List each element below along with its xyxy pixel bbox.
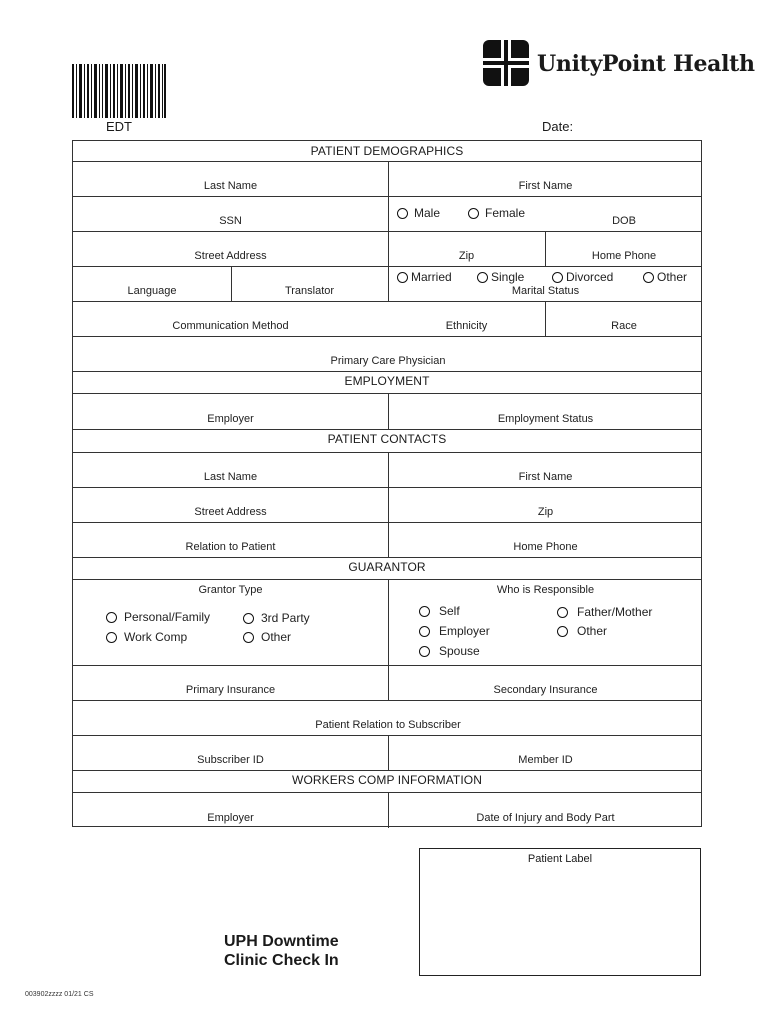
work-comp-radio[interactable] xyxy=(106,632,117,643)
female-option[interactable]: Female xyxy=(468,206,525,220)
translator-label: Translator xyxy=(284,285,335,297)
grantor-type-label: Grantor Type xyxy=(198,584,263,596)
personal-family-option[interactable]: Personal/Family xyxy=(106,610,210,624)
section-guarantor: GUARANTOR xyxy=(348,560,426,574)
zip-label: Zip xyxy=(458,250,475,262)
barcode xyxy=(72,64,166,118)
brand-name: UnityPoint Health xyxy=(537,51,755,77)
divorced-radio[interactable] xyxy=(552,272,563,283)
employer-responsible-option[interactable]: Employer xyxy=(419,624,490,638)
relation-to-subscriber-label: Patient Relation to Subscriber xyxy=(315,719,461,731)
female-radio[interactable] xyxy=(468,208,479,219)
father-mother-radio[interactable] xyxy=(557,607,568,618)
grantor-other-radio[interactable] xyxy=(243,632,254,643)
patient-label-title: Patient Label xyxy=(527,853,593,865)
employer-responsible-radio[interactable] xyxy=(419,626,430,637)
section-patient-demographics: PATIENT DEMOGRAPHICS xyxy=(310,144,464,158)
home-phone-label: Home Phone xyxy=(591,250,657,262)
primary-insurance-label: Primary Insurance xyxy=(185,684,276,696)
contact-zip-label: Zip xyxy=(537,506,554,518)
contact-last-name-label: Last Name xyxy=(203,471,258,483)
married-option[interactable]: Married xyxy=(397,270,452,284)
footer-code: 003902zzzz 01/21 CS xyxy=(25,991,94,998)
self-option[interactable]: Self xyxy=(419,604,460,618)
ethnicity-label: Ethnicity xyxy=(445,320,488,332)
section-workers-comp: WORKERS COMP INFORMATION xyxy=(292,773,482,787)
member-id-label: Member ID xyxy=(518,754,573,766)
father-mother-option[interactable]: Father/Mother xyxy=(557,605,652,619)
language-label: Language xyxy=(127,285,177,297)
date-label: Date: xyxy=(542,119,574,134)
relation-to-patient-label: Relation to Patient xyxy=(185,541,276,553)
other-responsible-radio[interactable] xyxy=(557,626,568,637)
section-employment: EMPLOYMENT xyxy=(344,374,430,388)
unitypoint-cross-icon xyxy=(483,40,529,86)
contact-first-name-label: First Name xyxy=(518,471,573,483)
grantor-other-option[interactable]: Other xyxy=(243,630,291,644)
married-radio[interactable] xyxy=(397,272,408,283)
primary-care-physician-label: Primary Care Physician xyxy=(330,355,446,367)
communication-method-label: Communication Method xyxy=(172,320,289,332)
section-patient-contacts: PATIENT CONTACTS xyxy=(327,432,447,446)
first-name-label: First Name xyxy=(518,180,573,192)
other-responsible-option[interactable]: Other xyxy=(557,624,607,638)
race-label: Race xyxy=(611,320,637,332)
employment-status-label: Employment Status xyxy=(497,413,594,425)
street-address-label: Street Address xyxy=(194,250,267,262)
male-option[interactable]: Male xyxy=(397,206,440,220)
patient-label-box xyxy=(419,848,701,976)
contact-home-phone-label: Home Phone xyxy=(513,541,578,553)
contact-street-address-label: Street Address xyxy=(194,506,267,518)
male-radio[interactable] xyxy=(397,208,408,219)
checkin-form xyxy=(72,140,702,827)
form-title-line2: Clinic Check In xyxy=(224,952,339,969)
third-party-option[interactable]: 3rd Party xyxy=(243,611,310,625)
employer-label: Employer xyxy=(207,413,254,425)
who-responsible-label: Who is Responsible xyxy=(496,584,595,596)
single-option[interactable]: Single xyxy=(477,270,524,284)
ssn-label: SSN xyxy=(219,215,242,227)
last-name-label: Last Name xyxy=(203,180,258,192)
personal-family-radio[interactable] xyxy=(106,612,117,623)
marital-status-label: Marital Status xyxy=(511,285,580,297)
spouse-radio[interactable] xyxy=(419,646,430,657)
work-comp-option[interactable]: Work Comp xyxy=(106,630,187,644)
single-radio[interactable] xyxy=(477,272,488,283)
dob-label: DOB xyxy=(612,215,636,227)
divorced-option[interactable]: Divorced xyxy=(552,270,613,284)
form-title-line1: UPH Downtime xyxy=(224,933,339,950)
barcode-text: EDT xyxy=(106,119,132,134)
third-party-radio[interactable] xyxy=(243,613,254,624)
injury-label: Date of Injury and Body Part xyxy=(476,812,615,824)
spouse-option[interactable]: Spouse xyxy=(419,644,480,658)
form-title xyxy=(224,932,339,970)
other-marital-radio[interactable] xyxy=(643,272,654,283)
secondary-insurance-label: Secondary Insurance xyxy=(493,684,598,696)
other-marital-option[interactable]: Other xyxy=(643,270,687,284)
self-radio[interactable] xyxy=(419,606,430,617)
subscriber-id-label: Subscriber ID xyxy=(197,754,264,766)
wc-employer-label: Employer xyxy=(207,812,254,824)
